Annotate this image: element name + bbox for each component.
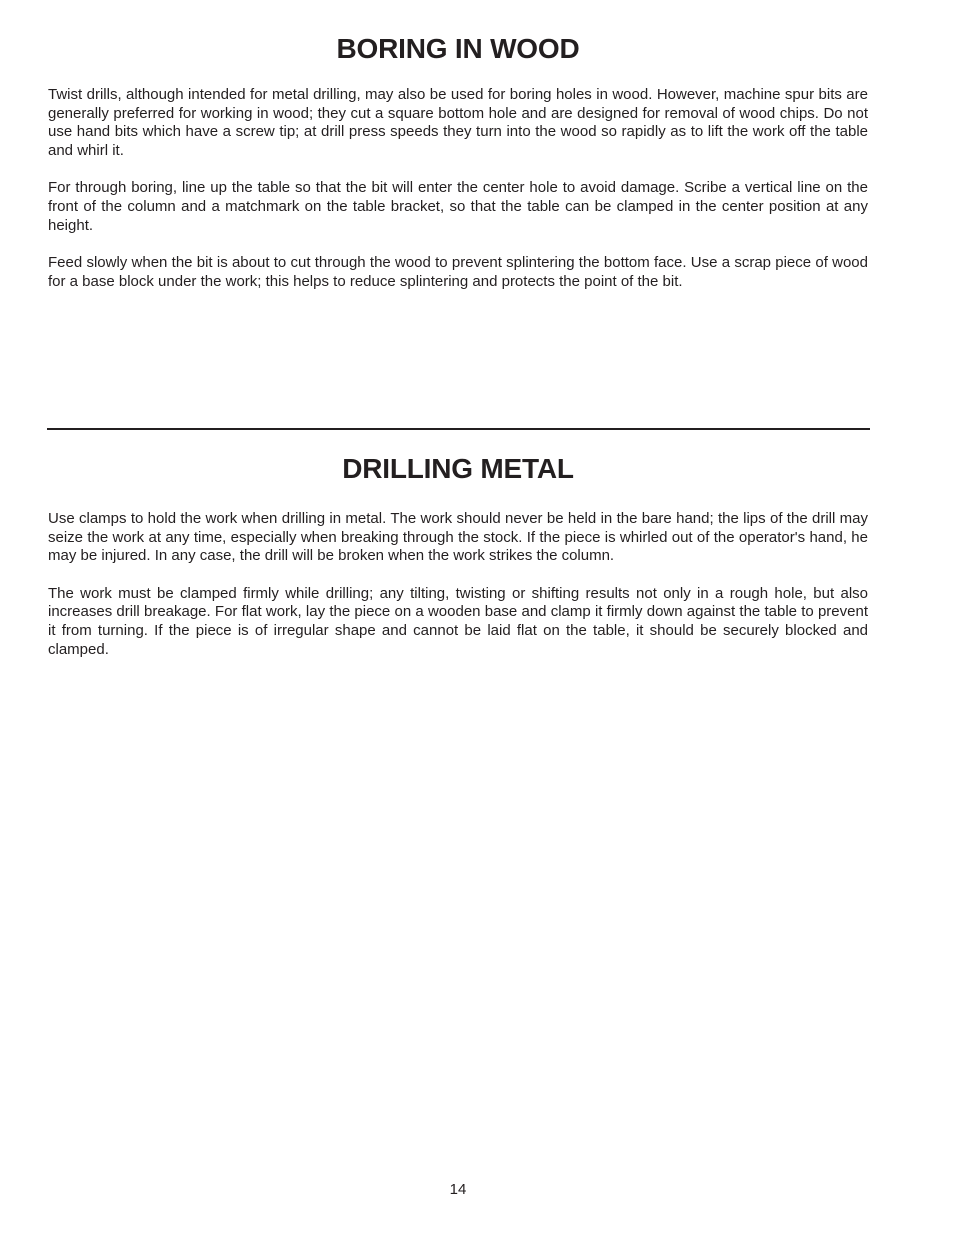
section-divider bbox=[47, 428, 870, 430]
paragraph-use-clamps: Use clamps to hold the work when drilling in metal. The work should never be held in the bare hand; the lips of the drill may seize the work at any time, especially when breaking through the stock. If the piece is whirled out of the operator's hand, he may be injured. In any case, the drill will be broken when the work strikes the column. bbox=[48, 510, 868, 565]
section-title-boring-in-wood: BORING IN WOOD bbox=[336, 33, 580, 64]
page-number: 14 bbox=[449, 1181, 467, 1198]
paragraph-twist-drills: Twist drills, although intended for metal drilling, may also be used for boring holes in wood. However, machine spur bits are generally preferred for working in wood; they cut a square bottom hole and are designed for removal of wood chips. Do not use hand bits which have a screw tip; at drill press speeds they turn into the wood so rapidly as to lift the work off the table and whirl it. bbox=[48, 86, 868, 160]
boring-in-wood-section bbox=[48, 33, 868, 310]
paragraph-clamped-firmly: The work must be clamped firmly while drilling; any tilting, twisting or shifting results not only in a rough hole, but also increases drill breakage. For flat work, lay the piece on a wooden base and clamp it firmly down against the table to prevent it from turning. If the piece is of irregular shape and cannot be laid flat on the table, it should be securely blocked and clamped. bbox=[48, 584, 868, 658]
paragraph-through-boring: For through boring, line up the table so that the bit will enter the center hole to avoid damage. Scribe a vertical line on the front of the column and a matchmark on the table bracket, so that the table can be clamped in the center position at any height. bbox=[48, 179, 868, 234]
section-title-drilling-metal: DRILLING METAL bbox=[342, 453, 574, 484]
paragraph-feed-slowly: Feed slowly when the bit is about to cut through the wood to prevent splintering the bottom face. Use a scrap piece of wood for a base block under the work; this helps to reduce splintering and protects the point of the bit. bbox=[48, 254, 868, 290]
drilling-metal-section bbox=[48, 453, 868, 678]
